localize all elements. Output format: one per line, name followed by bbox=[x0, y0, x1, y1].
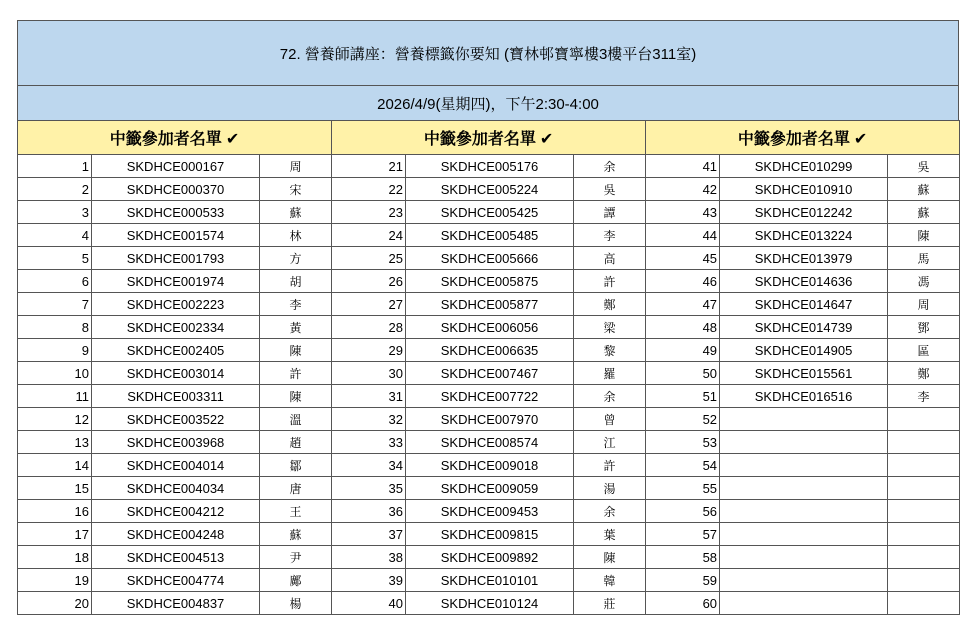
participant-code: SKDHCE005666 bbox=[406, 247, 574, 270]
participant-code: SKDHCE010299 bbox=[720, 155, 888, 178]
participant-surname bbox=[888, 569, 960, 592]
participant-code: SKDHCE003014 bbox=[92, 362, 260, 385]
column-header-label: 中籤參加者名單 bbox=[109, 131, 222, 148]
entry-number: 58 bbox=[646, 546, 720, 569]
participant-code: SKDHCE009815 bbox=[406, 523, 574, 546]
participant-code bbox=[720, 454, 888, 477]
table-row bbox=[18, 431, 960, 454]
participant-code: SKDHCE004837 bbox=[92, 592, 260, 615]
participant-surname: 陳 bbox=[574, 546, 646, 569]
participant-code bbox=[720, 546, 888, 569]
participant-surname: 吳 bbox=[888, 155, 960, 178]
participant-surname: 林 bbox=[260, 224, 332, 247]
participant-surname: 許 bbox=[574, 454, 646, 477]
participant-code bbox=[720, 431, 888, 454]
entry-number: 37 bbox=[332, 523, 406, 546]
participant-surname: 蘇 bbox=[888, 201, 960, 224]
entry-number: 51 bbox=[646, 385, 720, 408]
table-row bbox=[18, 546, 960, 569]
participant-code: SKDHCE014905 bbox=[720, 339, 888, 362]
participant-code: SKDHCE005875 bbox=[406, 270, 574, 293]
column-header-label: 中籤參加者名單 bbox=[737, 131, 850, 148]
participant-surname: 楊 bbox=[260, 592, 332, 615]
participant-surname bbox=[888, 546, 960, 569]
table-row bbox=[18, 270, 960, 293]
table-row bbox=[18, 362, 960, 385]
table-row bbox=[18, 339, 960, 362]
table-row bbox=[18, 500, 960, 523]
entry-number: 60 bbox=[646, 592, 720, 615]
participant-surname: 蘇 bbox=[888, 178, 960, 201]
participant-code: SKDHCE012242 bbox=[720, 201, 888, 224]
participant-surname: 梁 bbox=[574, 316, 646, 339]
participant-code: SKDHCE004774 bbox=[92, 569, 260, 592]
entry-number: 11 bbox=[18, 385, 92, 408]
table-row bbox=[18, 408, 960, 431]
participant-code: SKDHCE013979 bbox=[720, 247, 888, 270]
participant-surname: 黃 bbox=[260, 316, 332, 339]
table-row bbox=[18, 316, 960, 339]
participant-code: SKDHCE010124 bbox=[406, 592, 574, 615]
entry-number: 17 bbox=[18, 523, 92, 546]
participant-surname: 湯 bbox=[574, 477, 646, 500]
entry-number: 28 bbox=[332, 316, 406, 339]
entry-number: 7 bbox=[18, 293, 92, 316]
participant-surname: 譚 bbox=[574, 201, 646, 224]
participant-code: SKDHCE000167 bbox=[92, 155, 260, 178]
participant-code: SKDHCE010910 bbox=[720, 178, 888, 201]
participant-code: SKDHCE002334 bbox=[92, 316, 260, 339]
entry-number: 48 bbox=[646, 316, 720, 339]
table-row bbox=[18, 293, 960, 316]
entry-number: 42 bbox=[646, 178, 720, 201]
participant-surname: 韓 bbox=[574, 569, 646, 592]
participant-surname: 吳 bbox=[574, 178, 646, 201]
participant-surname: 溫 bbox=[260, 408, 332, 431]
entry-number: 22 bbox=[332, 178, 406, 201]
entry-number: 39 bbox=[332, 569, 406, 592]
entry-number: 24 bbox=[332, 224, 406, 247]
participant-surname: 曾 bbox=[574, 408, 646, 431]
entry-number: 1 bbox=[18, 155, 92, 178]
participant-surname: 羅 bbox=[574, 362, 646, 385]
participant-code: SKDHCE014739 bbox=[720, 316, 888, 339]
participant-code: SKDHCE003968 bbox=[92, 431, 260, 454]
participant-surname bbox=[888, 454, 960, 477]
participant-surname: 陳 bbox=[888, 224, 960, 247]
entry-number: 8 bbox=[18, 316, 92, 339]
participant-code: SKDHCE004513 bbox=[92, 546, 260, 569]
entry-number: 56 bbox=[646, 500, 720, 523]
participant-surname bbox=[888, 592, 960, 615]
participant-code: SKDHCE014647 bbox=[720, 293, 888, 316]
table-row bbox=[18, 247, 960, 270]
participant-surname: 鄒 bbox=[260, 454, 332, 477]
entry-number: 35 bbox=[332, 477, 406, 500]
column-header-label: 中籤參加者名單 bbox=[423, 131, 536, 148]
table-row bbox=[18, 477, 960, 500]
table-row bbox=[18, 385, 960, 408]
participant-surname: 江 bbox=[574, 431, 646, 454]
participant-surname: 趙 bbox=[260, 431, 332, 454]
participant-surname: 鄭 bbox=[574, 293, 646, 316]
participant-code bbox=[720, 477, 888, 500]
entry-number: 53 bbox=[646, 431, 720, 454]
participant-surname: 胡 bbox=[260, 270, 332, 293]
entry-number: 29 bbox=[332, 339, 406, 362]
participant-surname: 黎 bbox=[574, 339, 646, 362]
participant-code: SKDHCE000533 bbox=[92, 201, 260, 224]
participant-code bbox=[720, 523, 888, 546]
participant-code: SKDHCE001793 bbox=[92, 247, 260, 270]
event-date-time: 2026/4/9(星期四)，下午2:30-4:00 bbox=[17, 85, 959, 121]
participant-code: SKDHCE004014 bbox=[92, 454, 260, 477]
entry-number: 40 bbox=[332, 592, 406, 615]
entry-number: 49 bbox=[646, 339, 720, 362]
participant-code: SKDHCE007467 bbox=[406, 362, 574, 385]
entry-number: 33 bbox=[332, 431, 406, 454]
winners-table bbox=[17, 120, 960, 615]
column-header-1 bbox=[18, 121, 332, 155]
entry-number: 4 bbox=[18, 224, 92, 247]
participant-code: SKDHCE004034 bbox=[92, 477, 260, 500]
entry-number: 18 bbox=[18, 546, 92, 569]
participant-surname: 方 bbox=[260, 247, 332, 270]
table-row bbox=[18, 178, 960, 201]
participant-surname: 鄺 bbox=[260, 569, 332, 592]
table-row bbox=[18, 569, 960, 592]
participant-surname bbox=[888, 408, 960, 431]
participant-code: SKDHCE005877 bbox=[406, 293, 574, 316]
entry-number: 6 bbox=[18, 270, 92, 293]
entry-number: 32 bbox=[332, 408, 406, 431]
entry-number: 31 bbox=[332, 385, 406, 408]
entry-number: 50 bbox=[646, 362, 720, 385]
participant-surname bbox=[888, 523, 960, 546]
entry-number: 25 bbox=[332, 247, 406, 270]
participant-surname: 李 bbox=[260, 293, 332, 316]
participant-surname bbox=[888, 477, 960, 500]
participant-surname: 李 bbox=[574, 224, 646, 247]
entry-number: 12 bbox=[18, 408, 92, 431]
participant-code bbox=[720, 592, 888, 615]
participant-code bbox=[720, 500, 888, 523]
participant-surname: 宋 bbox=[260, 178, 332, 201]
entry-number: 27 bbox=[332, 293, 406, 316]
participant-code: SKDHCE001974 bbox=[92, 270, 260, 293]
participant-code: SKDHCE010101 bbox=[406, 569, 574, 592]
entry-number: 54 bbox=[646, 454, 720, 477]
participant-surname: 莊 bbox=[574, 592, 646, 615]
entry-number: 16 bbox=[18, 500, 92, 523]
participant-code: SKDHCE003522 bbox=[92, 408, 260, 431]
participant-code: SKDHCE009892 bbox=[406, 546, 574, 569]
entry-number: 52 bbox=[646, 408, 720, 431]
participant-surname: 陳 bbox=[260, 385, 332, 408]
entry-number: 59 bbox=[646, 569, 720, 592]
participant-surname: 陳 bbox=[260, 339, 332, 362]
participant-surname: 周 bbox=[260, 155, 332, 178]
entry-number: 45 bbox=[646, 247, 720, 270]
participant-code bbox=[720, 569, 888, 592]
participant-surname bbox=[888, 431, 960, 454]
entry-number: 36 bbox=[332, 500, 406, 523]
entry-number: 13 bbox=[18, 431, 92, 454]
participant-surname: 尹 bbox=[260, 546, 332, 569]
participant-surname bbox=[888, 500, 960, 523]
participant-surname: 蘇 bbox=[260, 523, 332, 546]
entry-number: 3 bbox=[18, 201, 92, 224]
entry-number: 2 bbox=[18, 178, 92, 201]
check-mark-icon: ✔ bbox=[853, 131, 868, 148]
table-row bbox=[18, 523, 960, 546]
participant-surname: 余 bbox=[574, 155, 646, 178]
participant-code: SKDHCE009453 bbox=[406, 500, 574, 523]
participant-surname: 馮 bbox=[888, 270, 960, 293]
participant-surname: 余 bbox=[574, 385, 646, 408]
entry-number: 38 bbox=[332, 546, 406, 569]
entry-number: 21 bbox=[332, 155, 406, 178]
participant-code: SKDHCE015561 bbox=[720, 362, 888, 385]
entry-number: 46 bbox=[646, 270, 720, 293]
participant-code: SKDHCE002405 bbox=[92, 339, 260, 362]
participant-surname: 李 bbox=[888, 385, 960, 408]
column-header-row bbox=[18, 121, 960, 155]
participant-surname: 鄧 bbox=[888, 316, 960, 339]
entry-number: 15 bbox=[18, 477, 92, 500]
participant-surname: 唐 bbox=[260, 477, 332, 500]
participant-surname: 高 bbox=[574, 247, 646, 270]
column-header-2 bbox=[332, 121, 646, 155]
entry-number: 14 bbox=[18, 454, 92, 477]
entry-number: 9 bbox=[18, 339, 92, 362]
participant-surname: 余 bbox=[574, 500, 646, 523]
participant-code: SKDHCE006635 bbox=[406, 339, 574, 362]
entry-number: 34 bbox=[332, 454, 406, 477]
entry-number: 47 bbox=[646, 293, 720, 316]
entry-number: 23 bbox=[332, 201, 406, 224]
table-row bbox=[18, 201, 960, 224]
participant-code: SKDHCE009018 bbox=[406, 454, 574, 477]
entry-number: 55 bbox=[646, 477, 720, 500]
participant-code: SKDHCE005485 bbox=[406, 224, 574, 247]
entry-number: 10 bbox=[18, 362, 92, 385]
participant-surname: 鄭 bbox=[888, 362, 960, 385]
event-title: 72. 營養師講座：營養標籤你要知 (寶林邨寶寧樓3樓平台311室) bbox=[17, 20, 959, 86]
participant-code bbox=[720, 408, 888, 431]
participant-code: SKDHCE004248 bbox=[92, 523, 260, 546]
table-row bbox=[18, 454, 960, 477]
entry-number: 43 bbox=[646, 201, 720, 224]
participant-surname: 馬 bbox=[888, 247, 960, 270]
participant-code: SKDHCE004212 bbox=[92, 500, 260, 523]
entry-number: 44 bbox=[646, 224, 720, 247]
participant-code: SKDHCE009059 bbox=[406, 477, 574, 500]
participant-surname: 許 bbox=[260, 362, 332, 385]
entry-number: 57 bbox=[646, 523, 720, 546]
table-row bbox=[18, 155, 960, 178]
winners-sheet bbox=[17, 20, 959, 615]
participant-surname: 許 bbox=[574, 270, 646, 293]
participant-code: SKDHCE008574 bbox=[406, 431, 574, 454]
participant-code: SKDHCE007970 bbox=[406, 408, 574, 431]
participant-surname: 區 bbox=[888, 339, 960, 362]
entry-number: 30 bbox=[332, 362, 406, 385]
participant-code: SKDHCE013224 bbox=[720, 224, 888, 247]
participant-code: SKDHCE006056 bbox=[406, 316, 574, 339]
participant-code: SKDHCE007722 bbox=[406, 385, 574, 408]
entry-number: 41 bbox=[646, 155, 720, 178]
participant-code: SKDHCE005224 bbox=[406, 178, 574, 201]
entry-number: 26 bbox=[332, 270, 406, 293]
entry-number: 20 bbox=[18, 592, 92, 615]
participant-code: SKDHCE005425 bbox=[406, 201, 574, 224]
check-mark-icon: ✔ bbox=[225, 131, 240, 148]
participant-code: SKDHCE000370 bbox=[92, 178, 260, 201]
table-row bbox=[18, 592, 960, 615]
participant-surname: 周 bbox=[888, 293, 960, 316]
entry-number: 19 bbox=[18, 569, 92, 592]
participant-surname: 蘇 bbox=[260, 201, 332, 224]
participant-code: SKDHCE002223 bbox=[92, 293, 260, 316]
participant-code: SKDHCE014636 bbox=[720, 270, 888, 293]
participant-surname: 王 bbox=[260, 500, 332, 523]
participant-code: SKDHCE005176 bbox=[406, 155, 574, 178]
entry-number: 5 bbox=[18, 247, 92, 270]
participant-surname: 葉 bbox=[574, 523, 646, 546]
participant-code: SKDHCE016516 bbox=[720, 385, 888, 408]
column-header-3 bbox=[646, 121, 960, 155]
table-row bbox=[18, 224, 960, 247]
participant-code: SKDHCE001574 bbox=[92, 224, 260, 247]
check-mark-icon: ✔ bbox=[539, 131, 554, 148]
participant-code: SKDHCE003311 bbox=[92, 385, 260, 408]
